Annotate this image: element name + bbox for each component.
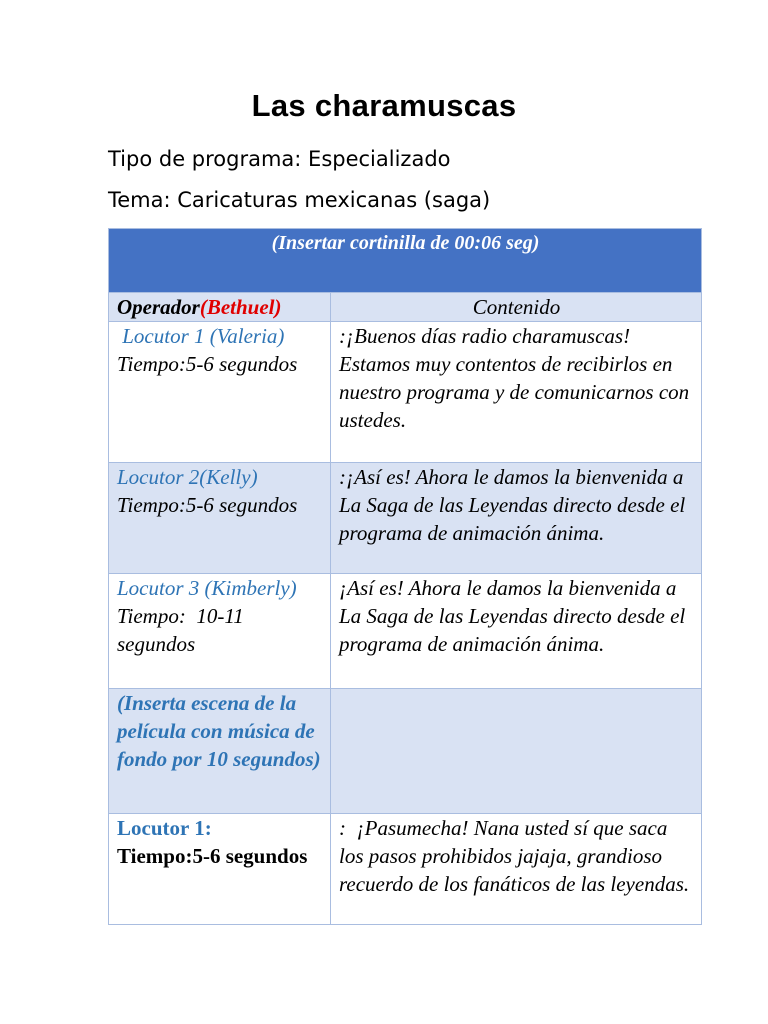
program-theme: Tema: Caricaturas mexicanas (saga) [108, 188, 491, 212]
document-title: Las charamuscas [251, 88, 517, 123]
content-cell: :¡Buenos días radio charamuscas! Estamos muy contentos de recibirlos en nuestro programa y de comunicarnos con ustedes. [331, 322, 702, 463]
content-cell: :¡Así es! Ahora le damos la bienvenida a La Saga de las Leyendas directo desde el programa de animación ánima. [331, 463, 702, 574]
operator-label: Operador [117, 295, 200, 319]
speaker-cell [109, 322, 331, 463]
banner-cell: (Insertar cortinilla de 00:06 seg) [109, 229, 702, 293]
speaker-time: Tiempo:5-6 segundos [117, 352, 298, 376]
speaker-cell [109, 574, 331, 689]
table-row [109, 463, 702, 574]
speaker-name: Locutor 1: [117, 816, 212, 840]
content-header: Contenido [331, 293, 702, 322]
table-row [109, 814, 702, 925]
speaker-name: Locutor 3 (Kimberly) [117, 576, 297, 600]
operator-name: (Bethuel) [199, 295, 282, 319]
speaker-time: Tiempo:5-6 segundos [117, 844, 308, 868]
content-cell-empty [331, 689, 702, 814]
speaker-name: Locutor 2(Kelly) [117, 465, 258, 489]
table-row [109, 689, 702, 814]
operator-header [109, 293, 331, 322]
speaker-cell [109, 463, 331, 574]
speaker-time: Tiempo: 10-11 segundos [117, 604, 250, 656]
table-row [109, 322, 702, 463]
content-cell: : ¡Pasumecha! Nana usted sí que saca los pasos prohibidos jajaja, grandioso recuerdo de los fanáticos de las leyendas. [331, 814, 702, 925]
table-row [109, 574, 702, 689]
speaker-cell [109, 814, 331, 925]
speaker-time: Tiempo:5-6 segundos [117, 493, 298, 517]
instruction-cell: (Inserta escena de la película con música de fondo por 10 segundos) [109, 689, 331, 814]
content-cell: ¡Así es! Ahora le damos la bienvenida a La Saga de las Leyendas directo desde el programa de animación ánima. [331, 574, 702, 689]
program-type: Tipo de programa: Especializado [108, 147, 451, 171]
speaker-name: Locutor 1 (Valeria) [117, 324, 285, 348]
header-row [109, 293, 702, 322]
banner-row [109, 229, 702, 293]
script-table [108, 228, 702, 925]
